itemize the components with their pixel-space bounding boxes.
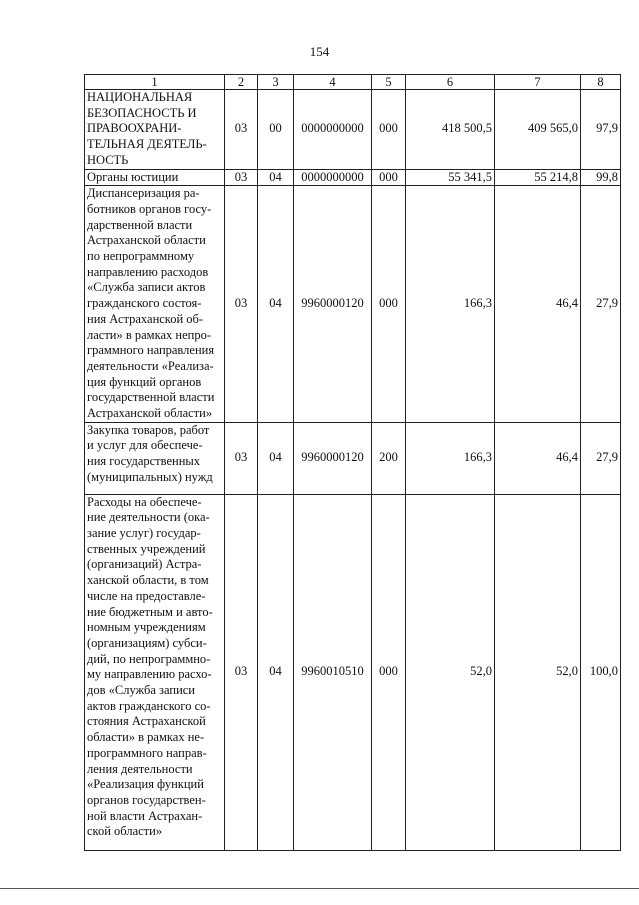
row-plan: 418 500,5 [406, 90, 495, 170]
row-section: 03 [225, 186, 258, 423]
row-expense-type: 000 [372, 186, 406, 423]
row-section: 03 [225, 90, 258, 170]
row-plan: 166,3 [406, 422, 495, 494]
row-percent: 100,0 [581, 494, 621, 850]
page-bottom-rule [0, 888, 639, 889]
row-name: Расходы на обеспече- ние деятельности (ока- зание услуг) государ- ственных учреждений (организаций) Астра- ханской области, в том числе на предоставле- ние бюджетным и авто- номным учреждениям (организациям) субси- дий, по непрограммно- му направлению расхо- дов «Служба записи актов гражданского со- стояния Астраханской области» в рамках не- программного направ- ления деятельности «Реализация функций органов государствен- ной власти Астрахан- ской области» [85, 494, 225, 850]
header-col-6: 6 [406, 75, 495, 90]
row-name: Закупка товаров, работ и услуг для обеспече- ния государственных (муниципальных) нужд [85, 422, 225, 494]
row-fact: 46,4 [495, 186, 581, 423]
row-subsection: 04 [258, 169, 294, 186]
row-target-code: 0000000000 [294, 169, 372, 186]
table-row [85, 494, 621, 850]
table-row [85, 169, 621, 186]
header-col-7: 7 [495, 75, 581, 90]
row-subsection: 04 [258, 186, 294, 423]
row-target-code: 0000000000 [294, 90, 372, 170]
row-percent: 27,9 [581, 422, 621, 494]
row-fact: 55 214,8 [495, 169, 581, 186]
row-percent: 97,9 [581, 90, 621, 170]
row-subsection: 04 [258, 422, 294, 494]
row-section: 03 [225, 169, 258, 186]
row-expense-type: 000 [372, 169, 406, 186]
row-expense-type: 000 [372, 90, 406, 170]
row-subsection: 00 [258, 90, 294, 170]
header-col-2: 2 [225, 75, 258, 90]
header-col-5: 5 [372, 75, 406, 90]
row-target-code: 9960010510 [294, 494, 372, 850]
row-plan: 55 341,5 [406, 169, 495, 186]
row-section: 03 [225, 494, 258, 850]
header-col-1: 1 [85, 75, 225, 90]
table-row [85, 90, 621, 170]
row-plan: 52,0 [406, 494, 495, 850]
header-col-3: 3 [258, 75, 294, 90]
row-name: Органы юстиции [85, 169, 225, 186]
budget-table [84, 74, 621, 851]
row-section: 03 [225, 422, 258, 494]
row-expense-type: 000 [372, 494, 406, 850]
row-fact: 409 565,0 [495, 90, 581, 170]
table-row [85, 186, 621, 423]
header-row [85, 75, 621, 90]
row-name: НАЦИОНАЛЬНАЯ БЕЗОПАСНОСТЬ И ПРАВООХРАНИ- ТЕЛЬНАЯ ДЕЯТЕЛЬ- НОСТЬ [85, 90, 225, 170]
row-fact: 46,4 [495, 422, 581, 494]
table-row [85, 422, 621, 494]
row-plan: 166,3 [406, 186, 495, 423]
row-expense-type: 200 [372, 422, 406, 494]
row-subsection: 04 [258, 494, 294, 850]
header-col-8: 8 [581, 75, 621, 90]
row-percent: 27,9 [581, 186, 621, 423]
row-percent: 99,8 [581, 169, 621, 186]
row-target-code: 9960000120 [294, 186, 372, 423]
row-fact: 52,0 [495, 494, 581, 850]
page-number: 154 [309, 44, 330, 59]
row-name: Диспансеризация ра- ботников органов госу- дарственной власти Астраханской области по непрограммному направлению расходов «Служба записи актов гражданского состоя- ния Астраханской об- ласти» в рамках непро- граммного направления деятельности «Реализа- ция функций органов государственной власти Астраханской области» [85, 186, 225, 423]
row-target-code: 9960000120 [294, 422, 372, 494]
header-col-4: 4 [294, 75, 372, 90]
